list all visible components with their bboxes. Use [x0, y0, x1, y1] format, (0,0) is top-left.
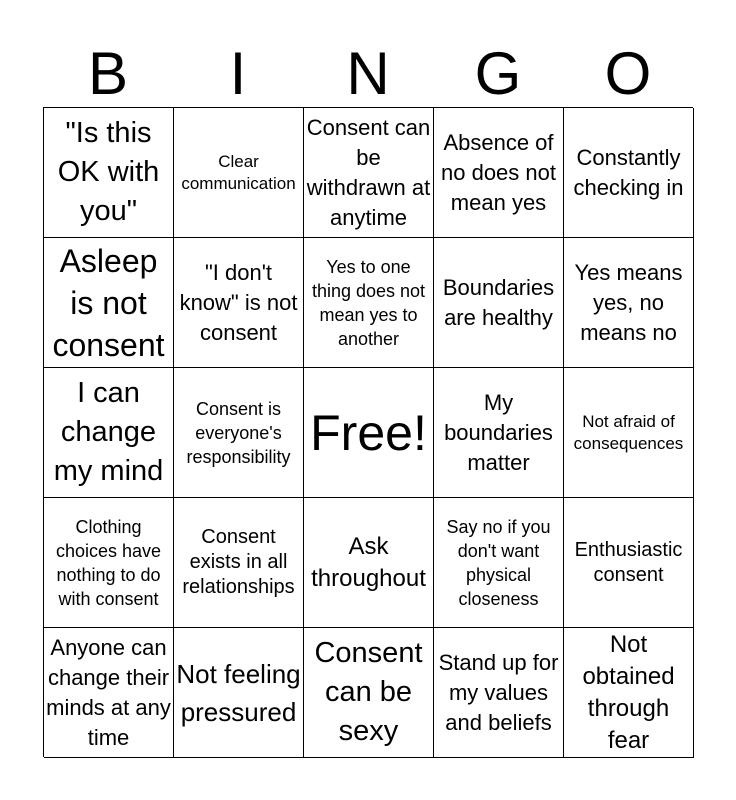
cell-text: Consent is everyone's responsibility [186, 398, 291, 467]
cell-text: Consent exists in all relationships [182, 526, 295, 598]
bingo-cell[interactable] [564, 628, 694, 758]
cell-text: Not afraid of consequences [573, 411, 684, 453]
cell-text: Not feeling pressured [176, 658, 301, 727]
bingo-cell[interactable] [44, 108, 174, 238]
header-letter-n: N [346, 40, 390, 107]
cell-text: Absence of no does not mean yes [441, 129, 556, 215]
bingo-cell[interactable] [44, 238, 174, 368]
bingo-grid [43, 107, 693, 757]
bingo-cell[interactable] [564, 238, 694, 368]
bingo-cell[interactable] [434, 238, 564, 368]
bingo-cell[interactable] [434, 368, 564, 498]
cell-text: "I don't know" is not consent [179, 259, 298, 345]
bingo-cell[interactable] [174, 238, 304, 368]
bingo-cell[interactable] [434, 108, 564, 238]
cell-text: Consent can be withdrawn at anytime [306, 114, 431, 230]
cell-text: Yes means yes, no means no [574, 259, 683, 345]
cell-text: "Is this OK with you" [57, 117, 160, 227]
bingo-cell[interactable] [564, 108, 694, 238]
cell-text: Clear communication [181, 151, 296, 193]
header-letter-g: G [474, 40, 522, 107]
bingo-cell[interactable] [434, 498, 564, 628]
bingo-cell[interactable] [44, 368, 174, 498]
cell-text: Consent can be sexy [314, 637, 423, 747]
header-letter-o: O [604, 40, 652, 107]
cell-text: Asleep is not consent [52, 242, 165, 363]
cell-text: Not obtained through fear [582, 630, 675, 754]
cell-text: Ask throughout [311, 532, 426, 592]
bingo-cell[interactable] [304, 238, 434, 368]
bingo-header [43, 40, 693, 108]
free-space-cell[interactable] [304, 368, 434, 498]
cell-text: Anyone can change their minds at any time [46, 634, 171, 750]
bingo-cell[interactable] [44, 498, 174, 628]
cell-text: Stand up for my values and beliefs [438, 649, 559, 735]
bingo-cell[interactable] [304, 498, 434, 628]
header-letter-i: I [229, 40, 247, 107]
bingo-cell[interactable] [44, 628, 174, 758]
bingo-cell[interactable] [174, 498, 304, 628]
bingo-cell[interactable] [304, 108, 434, 238]
free-space-text: Free! [310, 404, 427, 461]
bingo-cell[interactable] [564, 368, 694, 498]
bingo-cell[interactable] [434, 628, 564, 758]
bingo-cell[interactable] [304, 628, 434, 758]
bingo-cell[interactable] [564, 498, 694, 628]
header-letter-b: B [87, 40, 129, 107]
cell-text: I can change my mind [53, 377, 164, 487]
bingo-cell[interactable] [174, 108, 304, 238]
cell-text: Enthusiastic consent [574, 538, 683, 586]
cell-text: Constantly checking in [573, 144, 684, 200]
cell-text: Clothing choices have nothing to do with consent [55, 516, 162, 609]
bingo-cell[interactable] [174, 368, 304, 498]
bingo-cell[interactable] [174, 628, 304, 758]
cell-text: Say no if you don't want physical closeness [446, 516, 551, 609]
cell-text: Boundaries are healthy [442, 274, 555, 330]
cell-text: My boundaries matter [444, 389, 553, 475]
cell-text: Yes to one thing does not mean yes to another [311, 256, 426, 349]
